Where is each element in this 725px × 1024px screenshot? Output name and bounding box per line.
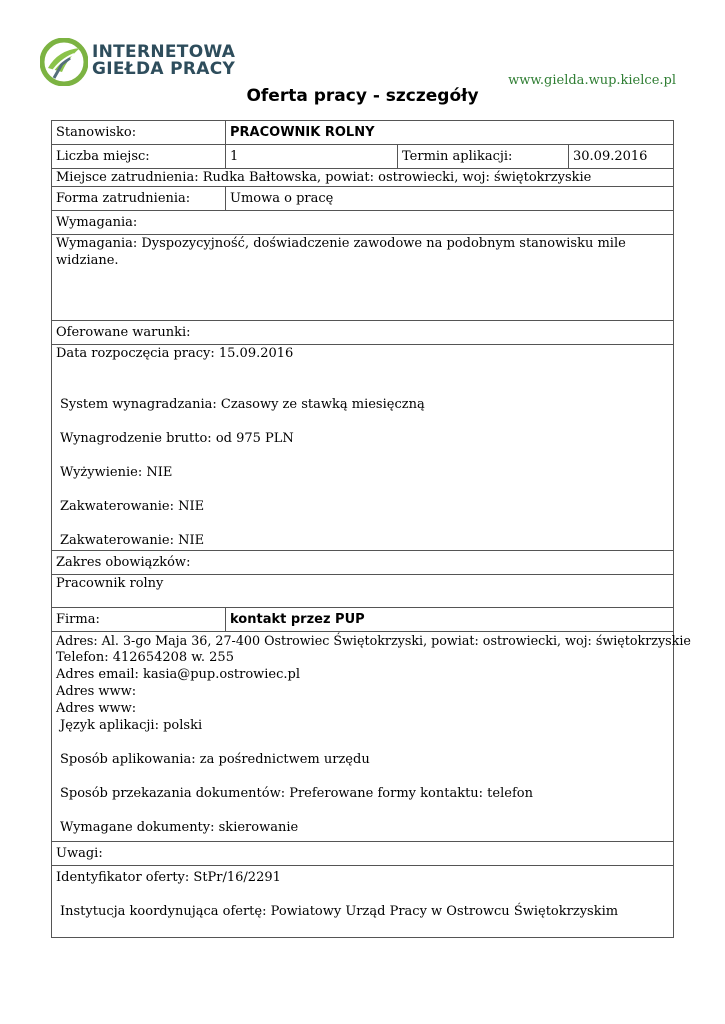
uwagi-cell	[52, 866, 674, 938]
jezyk-aplikacji: Język aplikacji: polski	[60, 718, 203, 733]
forma-value: Umowa o pracę	[226, 187, 674, 211]
logo-emblem-icon	[40, 38, 88, 86]
warunki-label: Oferowane warunki:	[52, 321, 674, 345]
telefon: Telefon: 412654208 w. 255	[56, 650, 234, 665]
forma-label: Forma zatrudnienia:	[52, 187, 226, 211]
site-url[interactable]: www.gielda.wup.kielce.pl	[508, 73, 676, 88]
wymagane-dokumenty: Wymagane dokumenty: skierowanie	[60, 820, 299, 835]
zakwaterowanie-1: Zakwaterowanie: NIE	[60, 499, 205, 514]
adres-email[interactable]: Adres email: kasia@pup.ostrowiec.pl	[56, 667, 301, 682]
zakwaterowanie-2: Zakwaterowanie: NIE	[60, 533, 205, 548]
stanowisko-label: Stanowisko:	[52, 121, 226, 145]
wymagania-text: Wymagania: Dyspozycyjność, doświadczenie zawodowe na podobnym stanowisku mile widziane.	[52, 235, 674, 321]
stanowisko-value: PRACOWNIK ROLNY	[226, 121, 674, 145]
sposob-przekazania: Sposób przekazania dokumentów: Preferowane formy kontaktu: telefon	[60, 786, 533, 801]
termin-label: Termin aplikacji:	[398, 145, 569, 169]
data-rozpoczecia: Data rozpoczęcia pracy: 15.09.2016	[56, 346, 294, 361]
logo-line1: INTERNETOWA	[92, 42, 236, 62]
miejsce-zatrudnienia: Miejsce zatrudnienia: Rudka Bałtowska, powiat: ostrowiecki, woj: świętokrzyskie	[52, 169, 674, 187]
page-title: Oferta pracy - szczegóły	[246, 86, 479, 106]
wyzywienie: Wyżywienie: NIE	[60, 465, 173, 480]
firma-label: Firma:	[52, 608, 226, 632]
identyfikator-oferty: Identyfikator oferty: StPr/16/2291	[56, 870, 281, 885]
sposob-aplikowania: Sposób aplikowania: za pośrednictwem urzędu	[60, 752, 370, 767]
adres-www-1: Adres www:	[56, 684, 137, 699]
logo	[40, 38, 236, 88]
wymagania-label: Wymagania:	[52, 211, 674, 235]
uwagi-label: Uwagi:	[52, 842, 674, 866]
adres-www-2: Adres www:	[56, 701, 137, 716]
firma-value: kontakt przez PUP	[226, 608, 674, 632]
adres: Adres: Al. 3-go Maja 36, 27-400 Ostrowiec Świętokrzyski, powiat: ostrowiecki, woj: świętokrzyskie	[56, 633, 691, 648]
wynagrodzenie-brutto: Wynagrodzenie brutto: od 975 PLN	[60, 431, 294, 446]
logo-line2: GIEŁDA PRACY	[92, 59, 236, 79]
system-wynagradzania: System wynagradzania: Czasowy ze stawką miesięczną	[60, 397, 425, 412]
offer-table	[51, 120, 691, 938]
liczba-miejsc-value: 1	[226, 145, 398, 169]
kontakt-cell	[52, 632, 691, 842]
zakres-text: Pracownik rolny	[52, 575, 674, 608]
warunki-cell	[52, 345, 674, 551]
termin-value: 30.09.2016	[569, 145, 674, 169]
liczba-miejsc-label: Liczba miejsc:	[52, 145, 226, 169]
instytucja-koordynujaca: Instytucja koordynująca ofertę: Powiatowy Urząd Pracy w Ostrowcu Świętokrzyskim	[60, 904, 619, 919]
zakres-label: Zakres obowiązków:	[52, 551, 674, 575]
